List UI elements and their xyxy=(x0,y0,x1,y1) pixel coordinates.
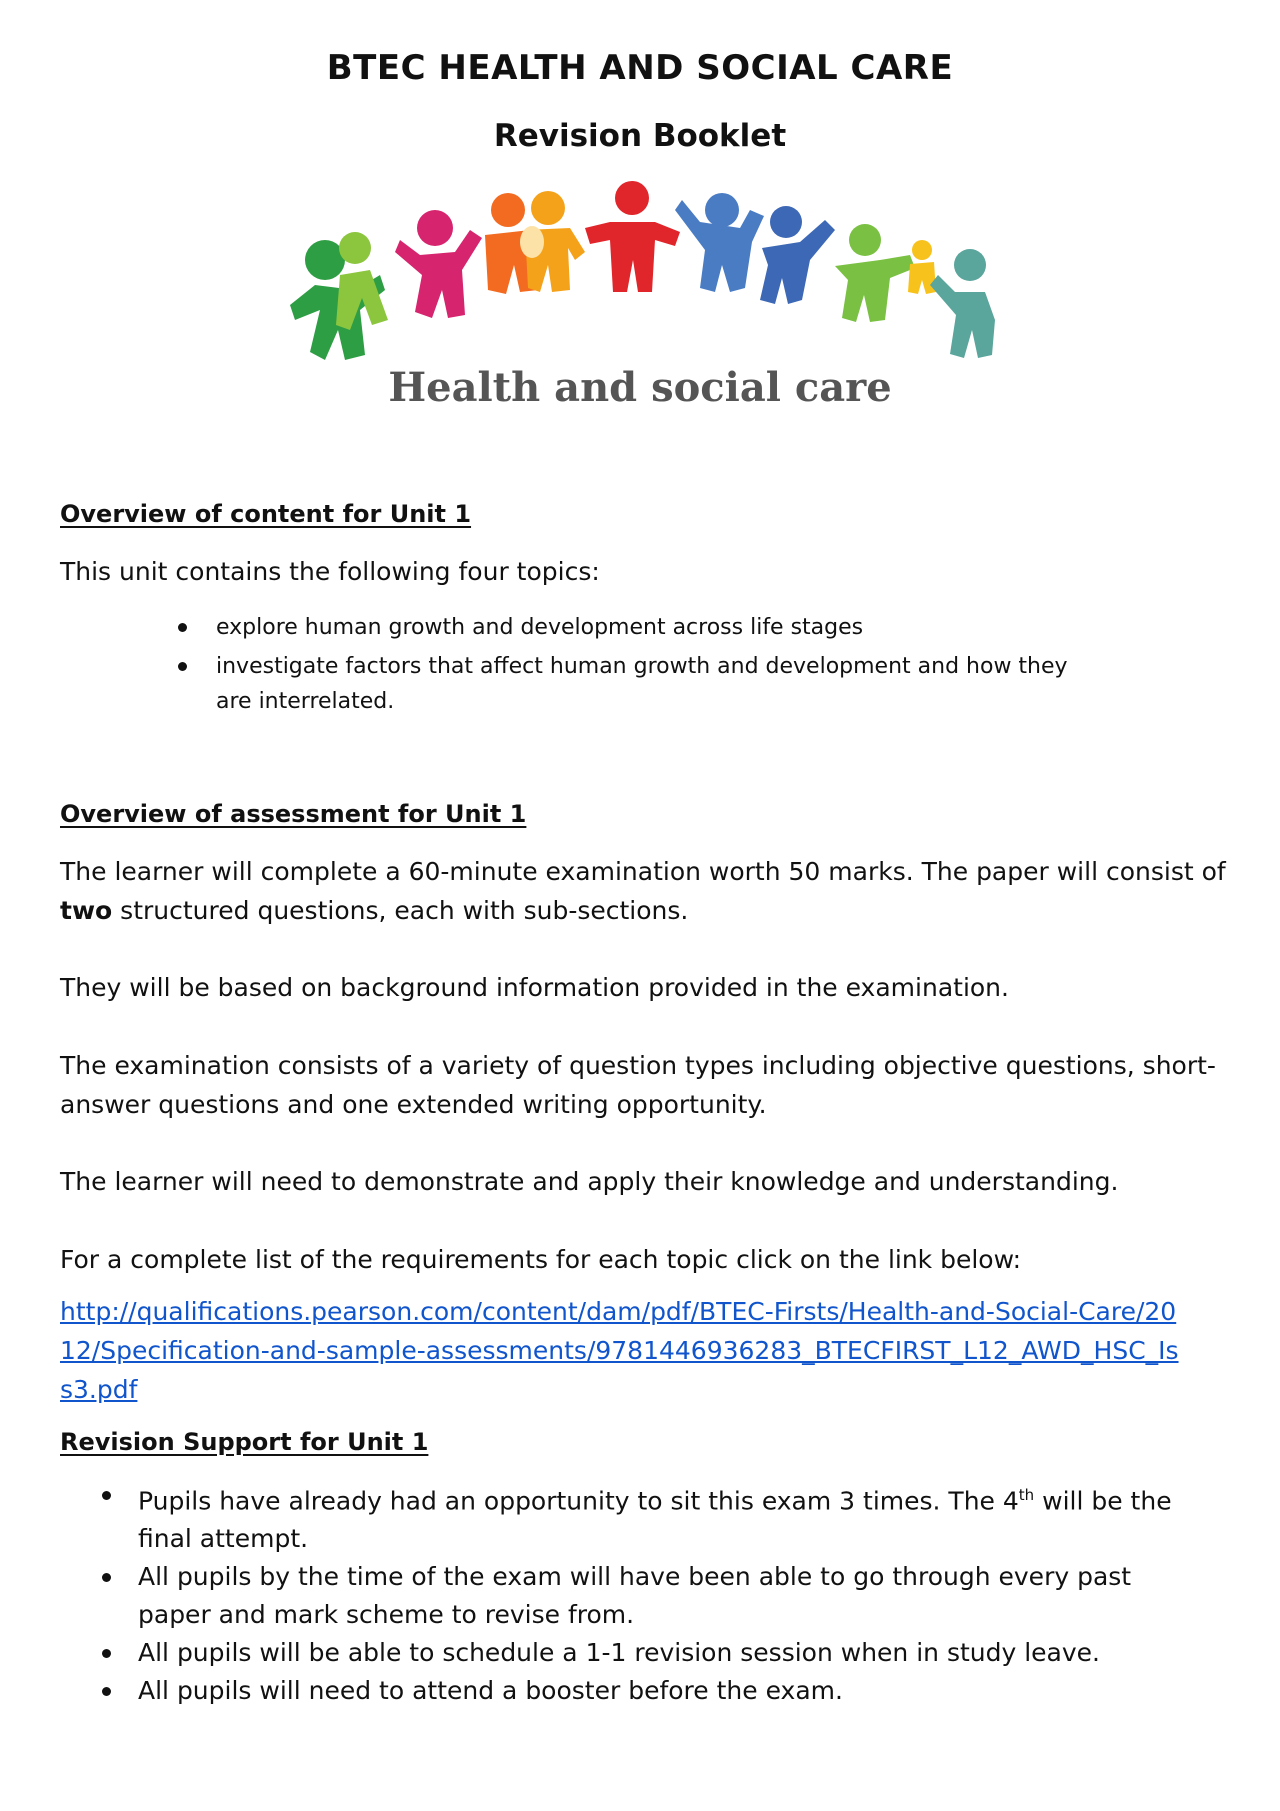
emphasis-two: two xyxy=(60,896,113,925)
list-item: investigate factors that affect human growth and development and how they are interrelated. xyxy=(178,649,1078,719)
list-item: explore human growth and development across life stages xyxy=(178,610,1078,645)
assessment-paragraph-1 xyxy=(60,852,1240,930)
logo-figure-amber xyxy=(520,191,585,292)
revision-support-heading: Revision Support for Unit 1 xyxy=(60,1428,429,1456)
logo-figure-blue xyxy=(675,193,764,292)
content-overview-heading: Overview of content for Unit 1 xyxy=(60,500,472,528)
support-text: Pupils have already had an opportunity to sit this exam 3 times. The 4 xyxy=(138,1486,1019,1516)
assessment-paragraph-3: The examination consists of a variety of question types including objective questions, short-answer questions and one extended writing opportunity. xyxy=(60,1051,1216,1119)
logo-figure-teal xyxy=(930,249,995,358)
assessment-overview-heading: Overview of assessment for Unit 1 xyxy=(60,800,527,828)
logo-figure-magenta xyxy=(395,210,482,318)
document-title: BTEC HEALTH AND SOCIAL CARE xyxy=(326,48,954,88)
topic-list xyxy=(178,610,1078,723)
ordinal-suffix: th xyxy=(1018,1486,1035,1504)
assessment-paragraph-2: They will be based on background information provided in the examination. xyxy=(60,973,1009,1002)
list-item xyxy=(100,1476,1210,1558)
assessment-text: structured questions, each with sub-sections. xyxy=(112,896,689,925)
list-item: All pupils will need to attend a booster before the exam. xyxy=(100,1672,1210,1710)
support-text: will be the final attempt. xyxy=(138,1486,1172,1554)
content-intro: This unit contains the following four topics: xyxy=(60,557,600,586)
assessment-paragraph-5: For a complete list of the requirements for each topic click on the link below: xyxy=(60,1245,1022,1274)
assessment-paragraph-4: The learner will need to demonstrate and apply their knowledge and understanding. xyxy=(60,1167,1119,1196)
logo-figure-navy xyxy=(760,206,835,304)
assessment-text: The learner will complete a 60-minute examination worth 50 marks. The paper will consist of xyxy=(60,857,1226,886)
list-item: All pupils by the time of the exam will have been able to go through every past paper and mark scheme to revise from. xyxy=(100,1558,1210,1634)
logo-figure-red xyxy=(585,181,680,292)
list-item: All pupils will be able to schedule a 1-1 revision session when in study leave. xyxy=(100,1634,1210,1672)
logo-figure-lime xyxy=(835,224,915,322)
specification-link[interactable]: http://qualifications.pearson.com/content/dam/pdf/BTEC-Firsts/Health-and-Social-Care/2012/Specification-and-sample-assessments/9781446936283_BTECFIRST_L12_AWD_HSC_Iss3.pdf xyxy=(60,1297,1179,1404)
logo-caption: Health and social care xyxy=(388,364,892,411)
document-subtitle: Revision Booklet xyxy=(493,118,787,154)
support-list xyxy=(100,1476,1210,1710)
